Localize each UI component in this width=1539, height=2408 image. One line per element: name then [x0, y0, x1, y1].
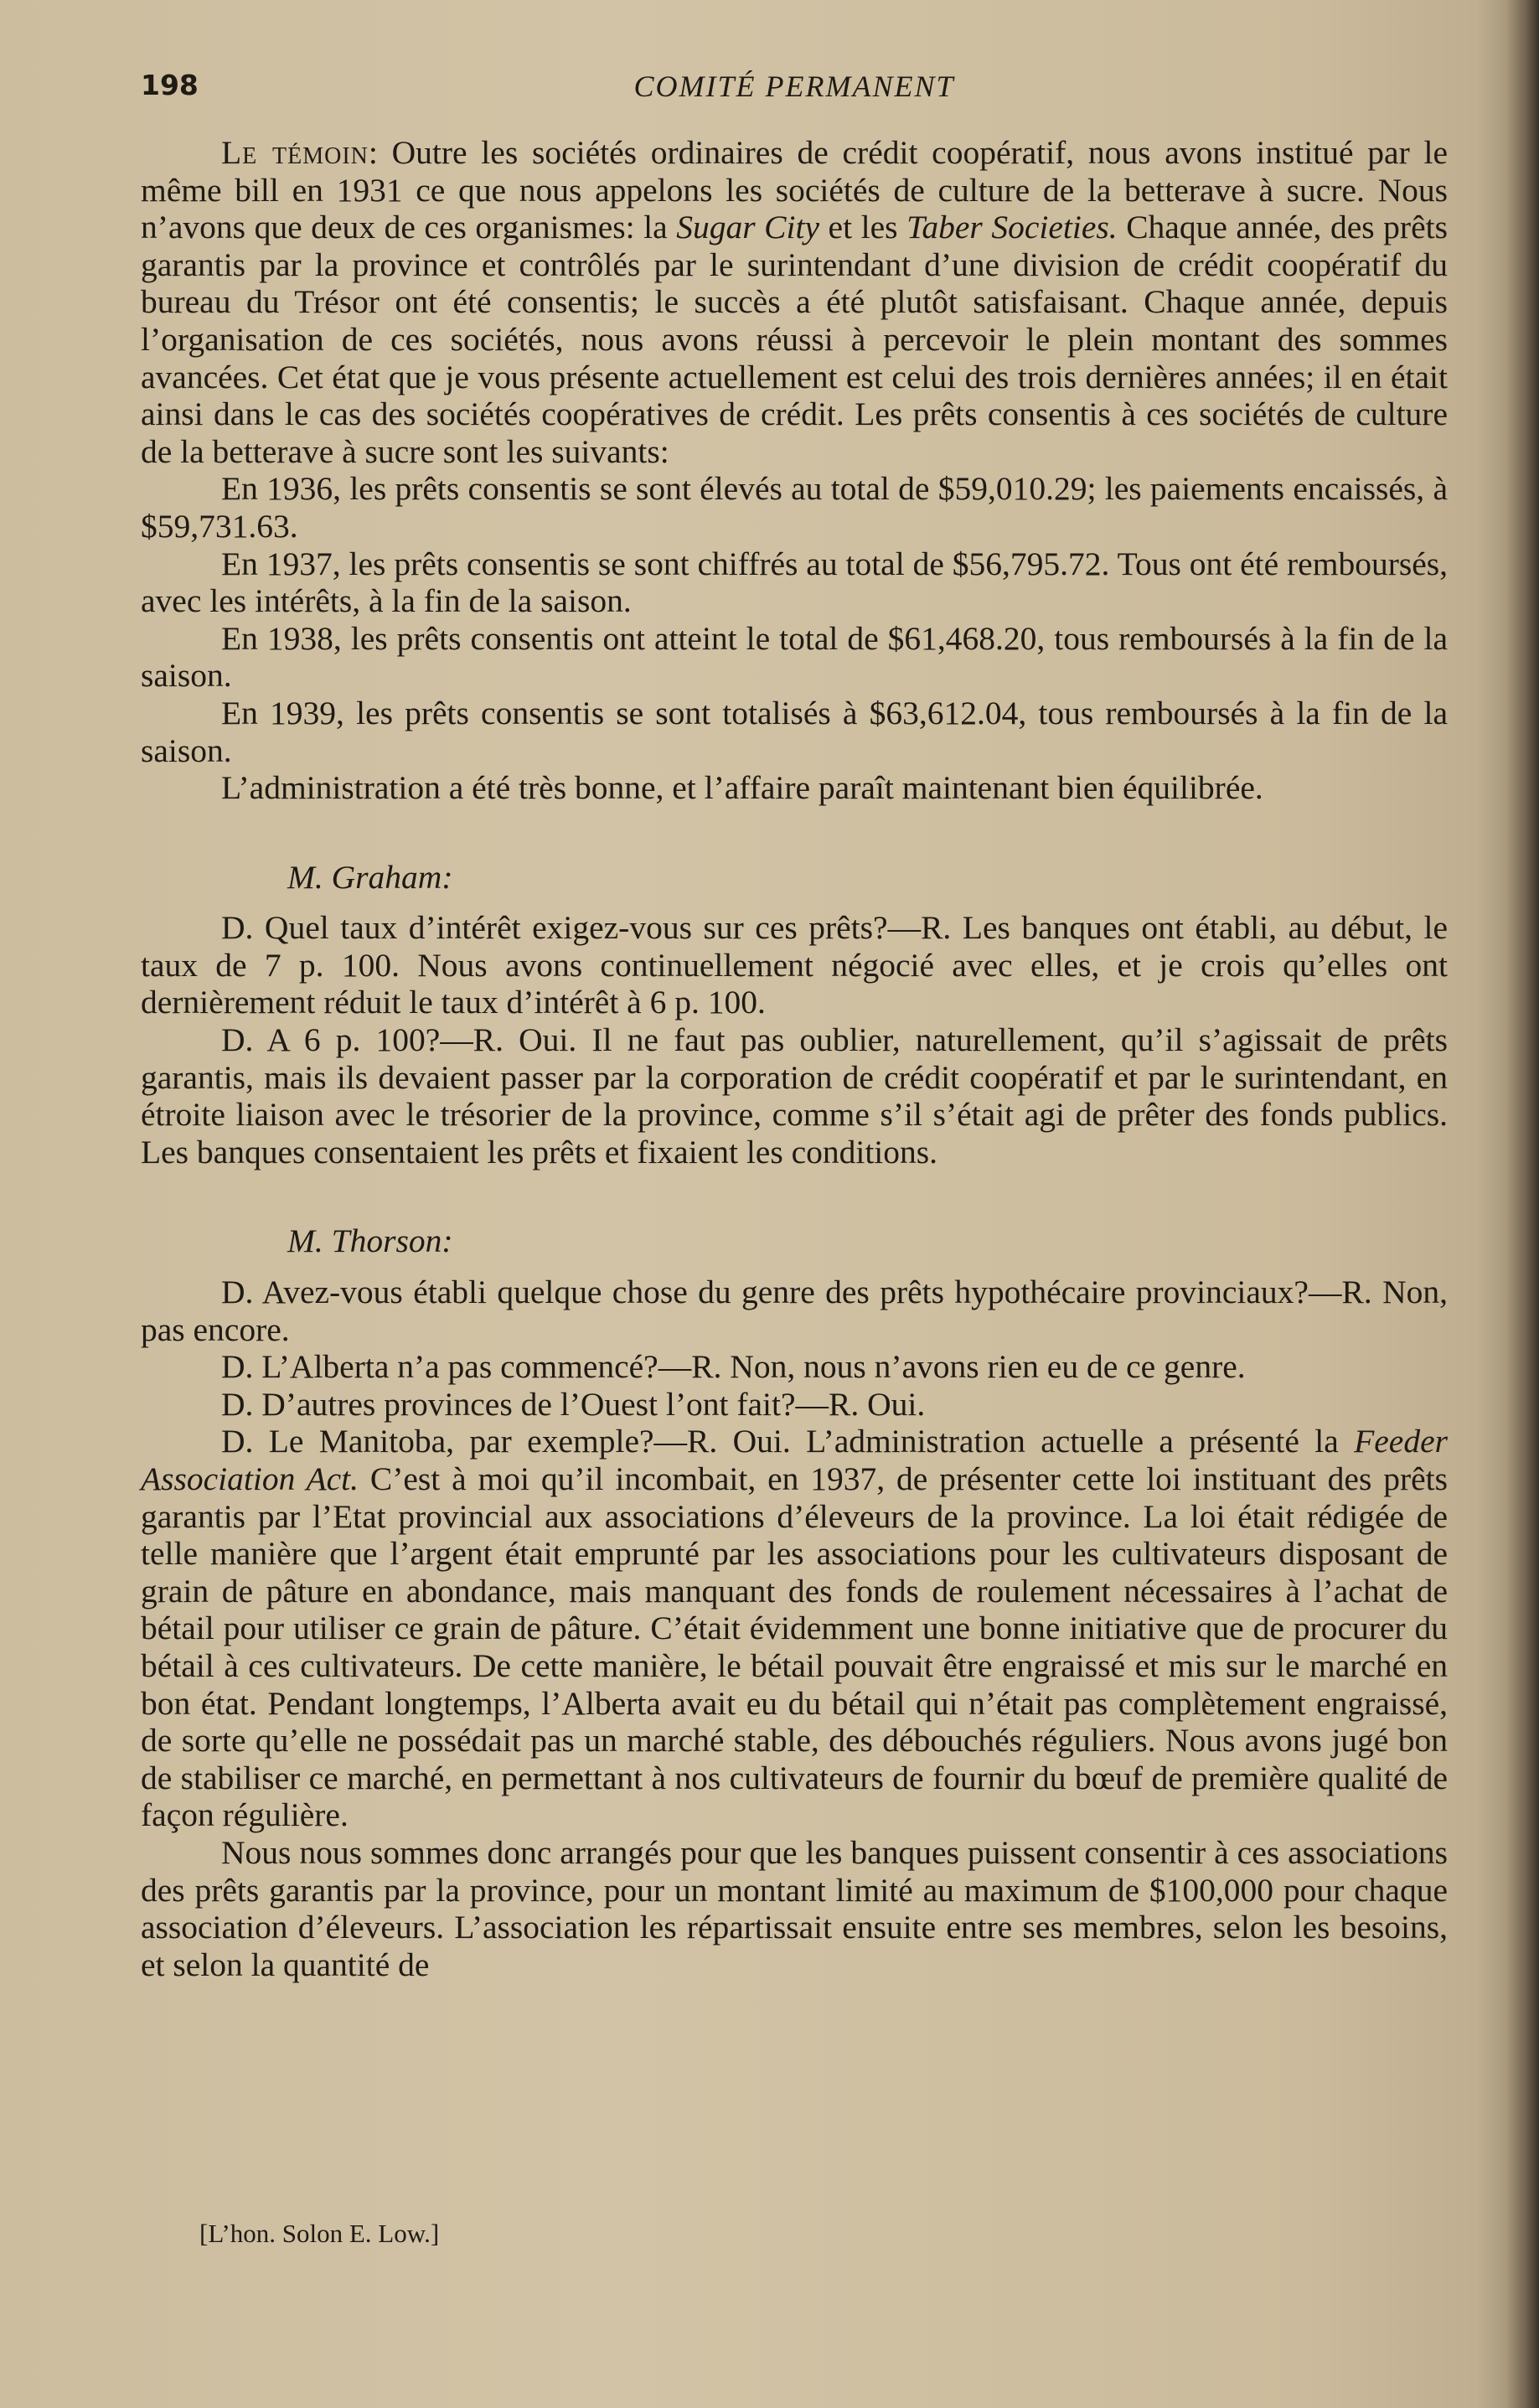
running-title: COMITÉ PERMANENT	[633, 70, 955, 103]
paragraph: En 1938, les prêts consentis ont atteint le total de $61,468.20, tous remboursés à la fin de la saison.	[141, 619, 1448, 695]
speaker-heading: M. Thorson:	[287, 1222, 453, 1260]
paragraph: D. Quel taux d’intérêt exigez-vous sur ces prêts?—R. Les banques ont établi, au début, le taux de 7 p. 100. Nous avons continuellement négocié avec elles, et je crois qu’elles ont dernièrement réduit le taux d’intérêt à 6 p. 100.	[141, 909, 1448, 1021]
paragraph: D. D’autres provinces de l’Ouest l’ont fait?—R. Oui.	[221, 1385, 926, 1423]
italic-term: Taber Societies.	[906, 209, 1118, 246]
speaker-heading: M. Graham:	[287, 858, 453, 896]
footer-attribution: [L’hon. Solon E. Low.]	[199, 2219, 440, 2248]
page-header	[141, 65, 1448, 107]
italic-term: Feeder Association Act.	[141, 1423, 1448, 1497]
page-body	[141, 134, 1448, 1983]
paragraph: D. A 6 p. 100?—R. Oui. Il ne faut pas oublier, naturellement, qu’il s’agissait de prêts garantis, mais ils devaient passer par la corporation de crédit coopératif et par le surintendant, en étroite liaison avec le trésorier de la province, comme s’il s’était agi de prêter des fonds publics. Les banques consentaient les prêts et fixaient les conditions.	[141, 1021, 1448, 1170]
paragraph: D. Avez-vous établi quelque chose du genre des prêts hypothécaire provinciaux?—R. Non, pas encore.	[141, 1274, 1448, 1348]
speaker-label: Le témoin	[221, 134, 369, 171]
page-gutter-shadow	[1507, 0, 1539, 2408]
paragraph: D. L’Alberta n’a pas commencé?—R. Non, nous n’avons rien eu de ce genre.	[221, 1348, 1246, 1386]
paragraph: D. Le Manitoba, par exemple?—R. Oui. L’administration actuelle a présenté la Feeder Association Act. C’est à moi qu’il incombait, en 1937, de présenter cette loi instituant des prêts garantis par l’Etat provincial aux associations d’éleveurs de la province. La loi était rédigée de telle manière que l’argent était emprunté par les associations pour les cultivateurs disposant de grain de pâture en abondance, mais manquant des fonds de roulement nécessaires à l’achat de bétail pour utiliser ce grain de pâture. C’était évidemment une bonne initiative que de procurer du bétail à ces cultivateurs. De cette manière, le bétail pouvait être engraissé et mis sur le marché en bon état. Pendant longtemps, l’Alberta avait eu du bétail qui n’était pas complètement engraissé, de sorte qu’elle ne possédait pas un marché stable, des débouchés réguliers. Nous avons jugé bon de stabiliser ce marché, en permettant à nos cultivateurs de fournir du bœuf de première qualité de façon régulière.	[141, 1423, 1449, 1834]
paragraph: En 1937, les prêts consentis se sont chiffrés au total de $56,795.72. Tous ont été remboursés, avec les intérêts, à la fin de la saison.	[141, 545, 1448, 620]
italic-term: Sugar City	[676, 209, 819, 246]
paragraph: En 1936, les prêts consentis se sont élevés au total de $59,010.29; les paiements encaissés, à $59,731.63.	[141, 470, 1448, 545]
page-number: 198	[141, 69, 199, 101]
paragraph: Le témoin: Outre les sociétés ordinaires de crédit coopératif, nous avons institué par le même bill en 1931 ce que nous appelons les sociétés de culture de la betterave à sucre. Nous n’avons que deux de ces organismes: la Sugar City et les Taber Societies. Chaque année, des prêts garantis par la province et contrôlés par le surintendant d’une division de crédit coopératif du bureau du Trésor ont été consentis; le succès a été plutôt satisfaisant. Chaque année, depuis l’organisation de ces sociétés, nous avons réussi à percevoir le plein montant des sommes avancées. Cet état que je vous présente actuellement est celui des trois dernières années; il en était ainsi dans le cas des sociétés coopératives de crédit. Les prêts consentis à ces sociétés de culture de la betterave à sucre sont les suivants:	[141, 134, 1448, 470]
paragraph: Nous nous sommes donc arrangés pour que les banques puissent consentir à ces associations des prêts garantis par la province, pour un montant limité au maximum de $100,000 pour chaque association d’éleveurs. L’association les répartissait ensuite entre ses membres, selon les besoins, et selon la quantité de	[141, 1833, 1448, 1983]
paragraph: L’administration a été très bonne, et l’affaire paraît maintenant bien équilibrée.	[221, 769, 1263, 807]
paragraph: En 1939, les prêts consentis se sont totalisés à $63,612.04, tous remboursés à la fin de la saison.	[141, 694, 1448, 769]
